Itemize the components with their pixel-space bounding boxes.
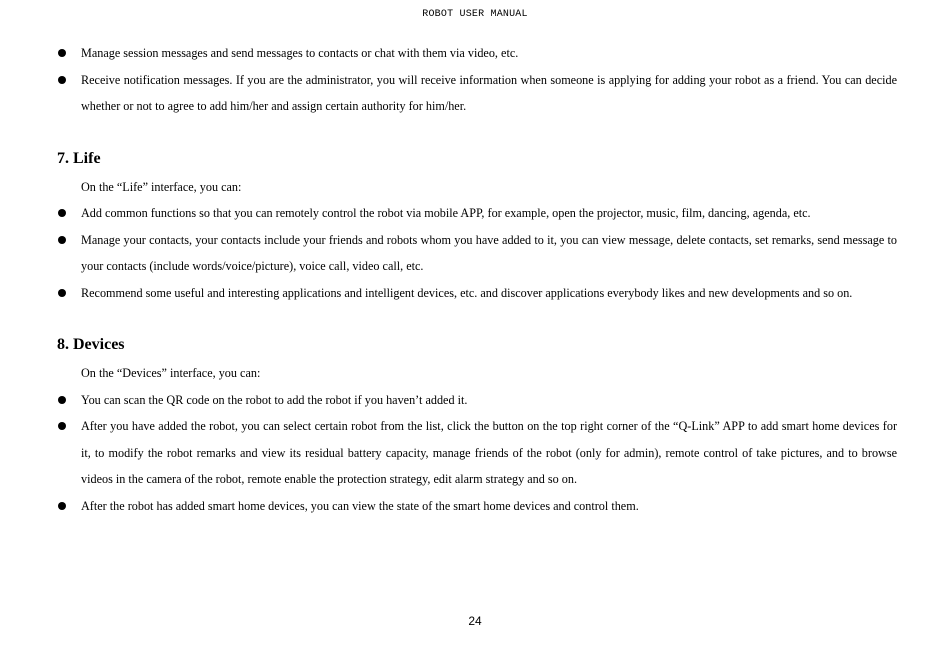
bullet-dot-icon [58, 76, 66, 84]
bullet-text: Add common functions so that you can remotely control the robot via mobile APP, for example, open the projector, music, film, dancing, agenda, etc. [81, 206, 811, 220]
bullet-dot-icon [58, 422, 66, 430]
bullet-text: You can scan the QR code on the robot to add the robot if you haven’t added it. [81, 392, 468, 407]
bullet-dot-icon [58, 209, 66, 217]
page-content [57, 40, 897, 519]
bullet-dot-icon [58, 396, 66, 404]
bullet-item [57, 200, 897, 227]
bullet-text: Manage your contacts, your contacts include your friends and robots whom you have added to it, you can view message, delete contacts, set remarks, send message to your contacts (include words/voice/picture), voice call, video call, etc. [81, 232, 897, 273]
bullet-text: Manage session messages and send messages to contacts or chat with them via video, etc. [81, 46, 519, 60]
bullet-text: Recommend some useful and interesting applications and intelligent devices, etc. and discover applications everybody likes and new developments and so on. [81, 285, 853, 300]
bullet-dot-icon [58, 236, 66, 244]
section-heading-life: 7. Life [57, 149, 101, 167]
bullet-item [57, 493, 897, 520]
bullet-dot-icon [58, 289, 66, 297]
bullet-item [57, 387, 897, 414]
bullet-dot-icon [58, 502, 66, 510]
bullet-text: After the robot has added smart home devices, you can view the state of the smart home devices and control them. [81, 498, 639, 513]
section-intro-life: On the “Life” interface, you can: [81, 179, 242, 194]
bullet-dot-icon [58, 49, 66, 57]
bullet-text: Receive notification messages. If you are the administrator, you will receive information when someone is applying for adding your robot as a friend. You can decide whether or not to agree to add him/her and assign certain authority for him/her. [81, 72, 897, 113]
section-heading-devices: 8. Devices [57, 336, 125, 353]
page-number: 24 [468, 614, 482, 628]
bullet-item [57, 280, 897, 307]
bullet-item [57, 227, 897, 280]
bullet-text: After you have added the robot, you can select certain robot from the list, click the button on the top right corner of the “Q-Link” APP to add smart home devices for it, to modify the robot remarks and view its residual battery capacity, manage friends of the robot (only for admin), remote control of take pictures, and to browse videos in the camera of the robot, remote enable the protection strategy, edit alarm strategy and so on. [81, 419, 897, 486]
bullet-item [57, 67, 897, 120]
section-intro-devices: On the “Devices” interface, you can: [81, 366, 261, 380]
bullet-item [57, 40, 897, 67]
bullet-item [57, 413, 897, 493]
running-header: ROBOT USER MANUAL [422, 9, 528, 20]
